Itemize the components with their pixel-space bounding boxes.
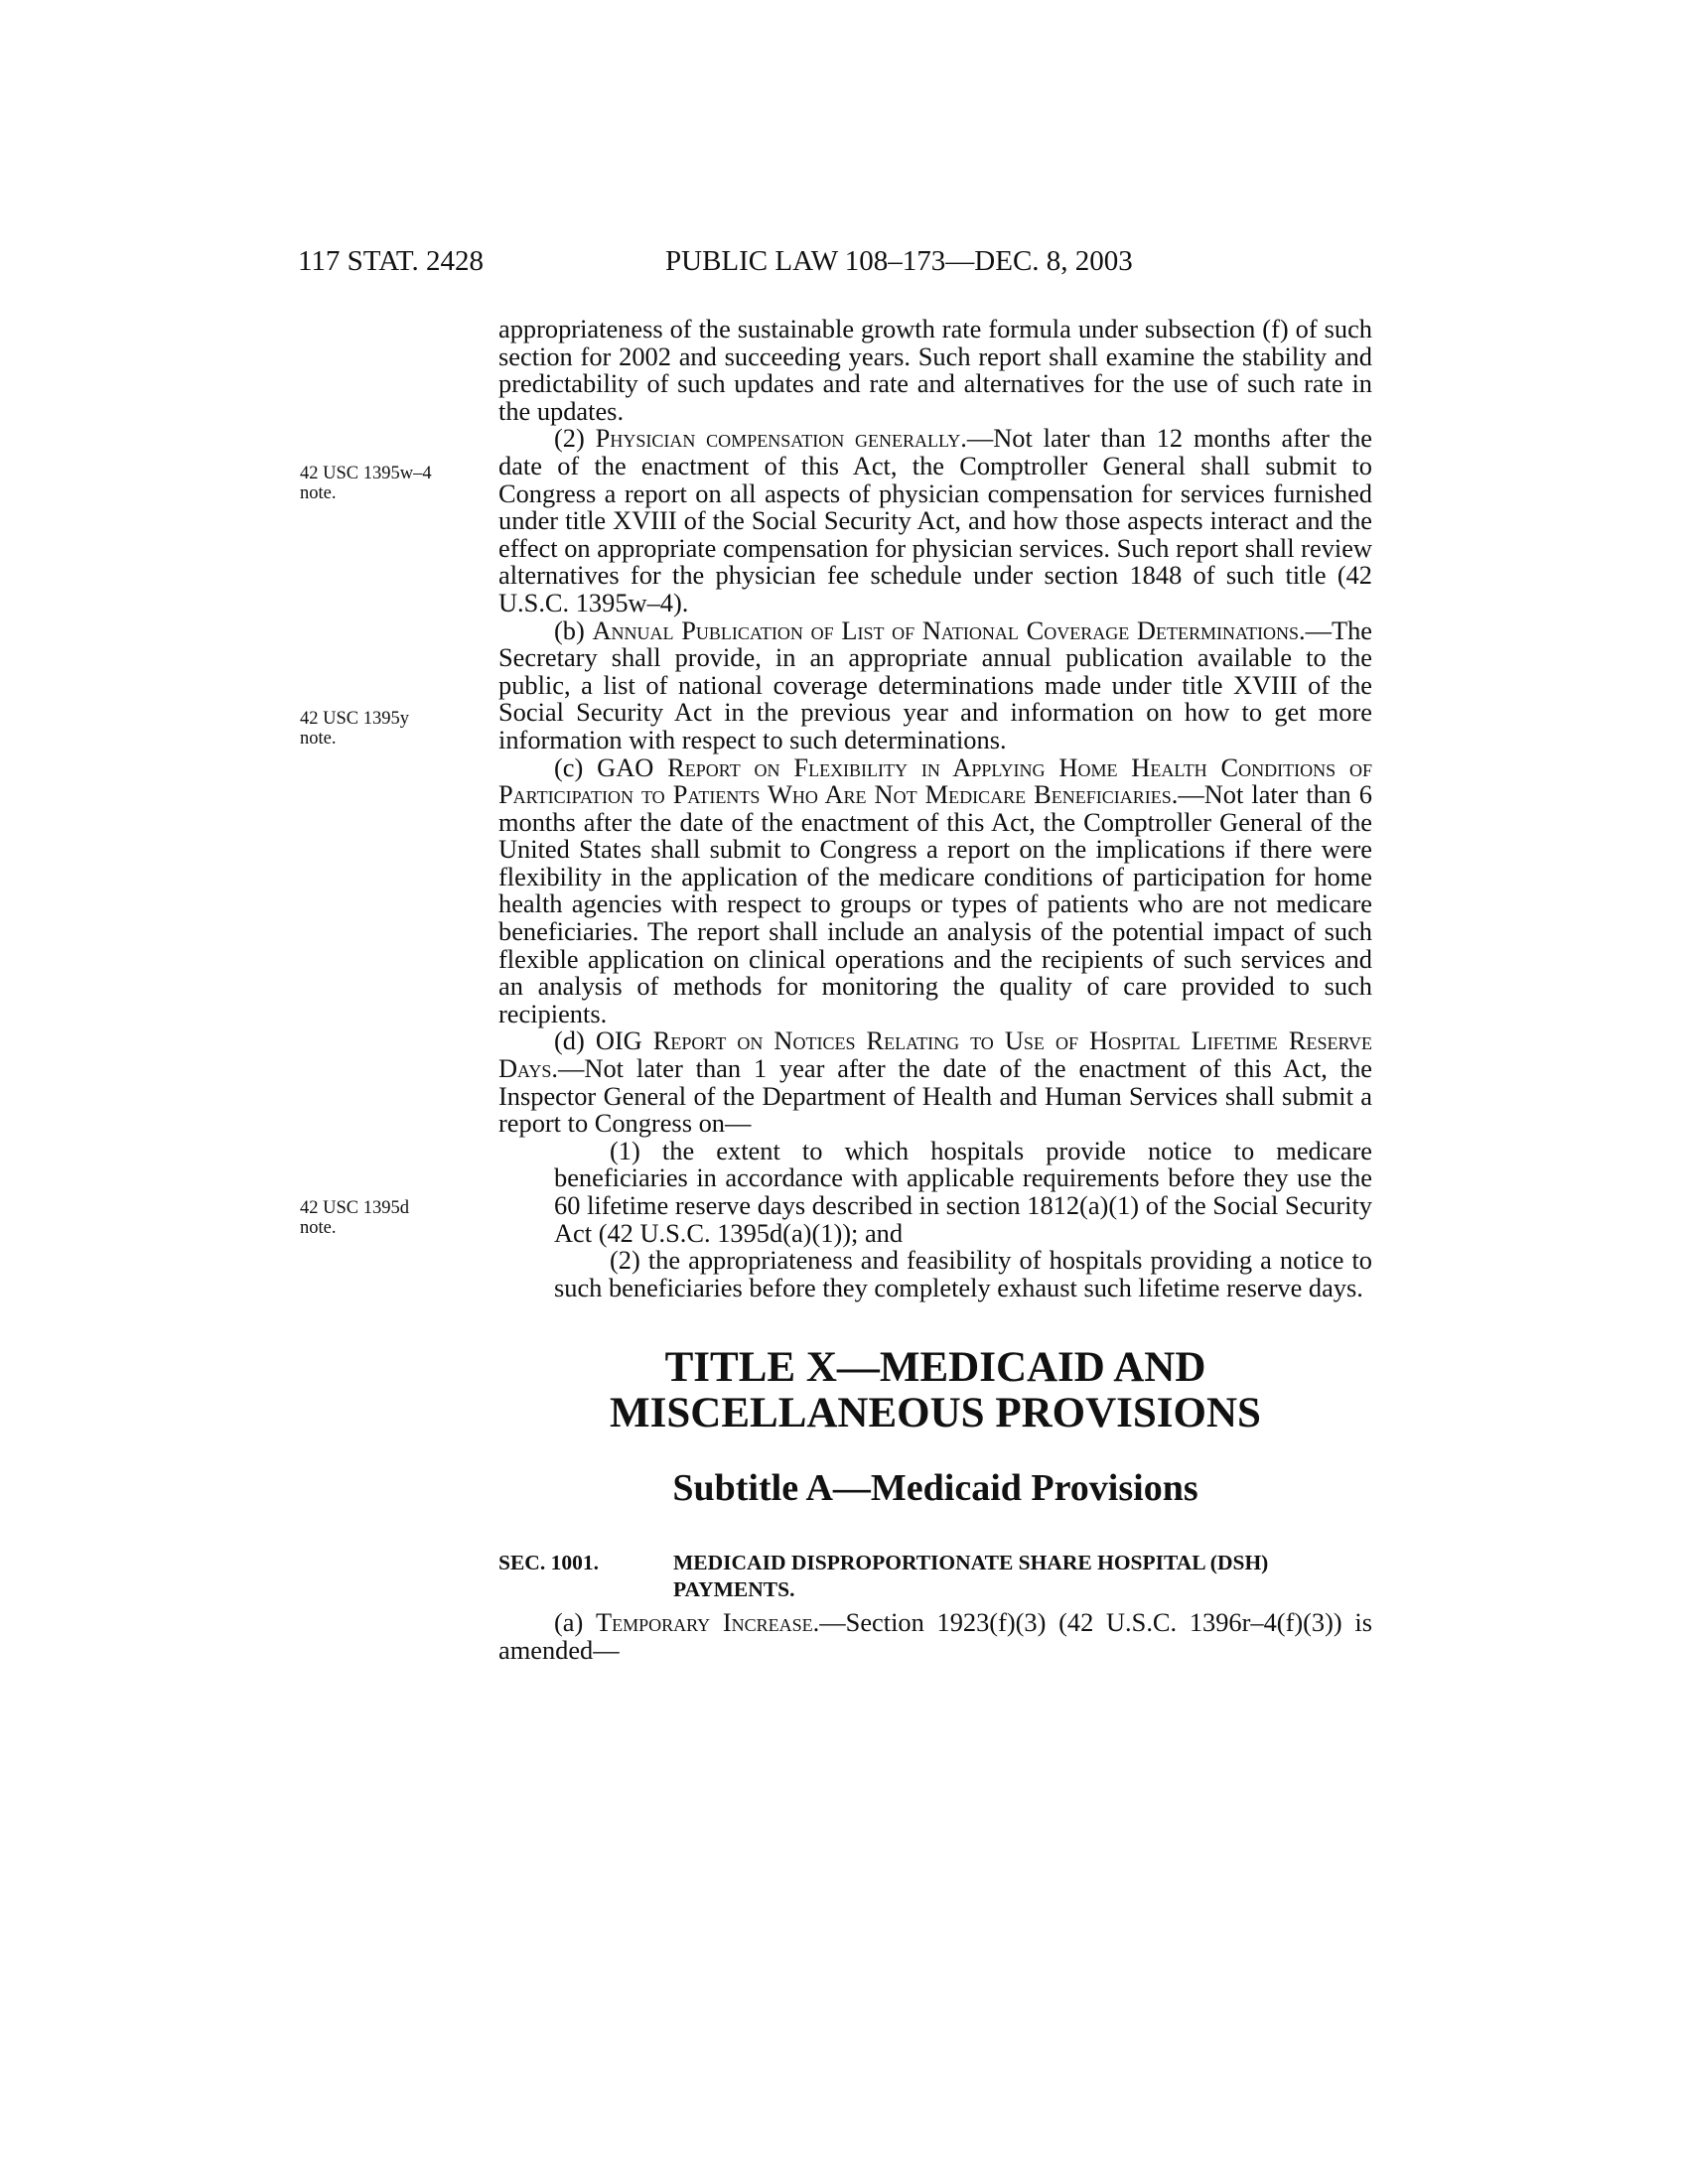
paragraph-annual-publication	[498, 614, 1372, 754]
paragraph-text: .—The Secretary shall provide, in an appropriate annual publication available to the public, a list of national coverage determinations made under title XVIII of the Social Security Act in the previous year and information on how to get more information with respect to such determinations.	[498, 614, 1372, 754]
section-heading	[498, 1550, 1372, 1603]
paragraph-heading: Report on Notices Relating to Use of Hospital Lifetime Reserve Days	[498, 1025, 1373, 1084]
margin-note	[300, 709, 479, 749]
stat-page-number: 117 STAT. 2428	[298, 245, 484, 277]
section-number: SEC. 1001.	[498, 1551, 599, 1575]
subtitle-heading: Subtitle A—Medicaid Provisions	[672, 1467, 1198, 1510]
paragraph-label: (d) OIG	[554, 1025, 653, 1056]
paragraph-text: .—Not later than 1 year after the date of the enactment of this Act, the Inspector General of the Department of Health and Human Services shall submit a report to Congress on—	[498, 1053, 1372, 1139]
paragraph-oig-report	[498, 1027, 1372, 1137]
paragraph-text: .—Not later than 12 months after the date of the enactment of this Act, the Comptroller General shall submit to Congress a report on all aspects of physician compensation for services furnished under title XVIII of the Social Security Act, and how those aspects interact and the effect on appropriate compensation for physician services. Such report shall review alternatives for the physician fee schedule under section 1848 of such title (42 U.S.C. 1395w–4).	[498, 423, 1372, 617]
paragraph-heading: Temporary Increase	[596, 1607, 813, 1638]
subparagraph-2: (2) the appropriateness and feasibility of hospitals providing a notice to such beneficiaries before they completely exhaust such lifetime reserve days.	[554, 1245, 1372, 1302]
margin-note	[300, 1198, 479, 1238]
margin-note-citation: 42 USC 1395w–4	[300, 464, 432, 483]
paragraph-label: (b)	[554, 614, 593, 645]
margin-note	[300, 464, 479, 503]
paragraph-label: (2)	[554, 423, 596, 454]
running-head: PUBLIC LAW 108–173—DEC. 8, 2003	[665, 245, 1133, 277]
main-text-column	[498, 316, 1372, 1665]
paragraph-heading: Annual Publication of List of National Coverage Determinations	[592, 614, 1299, 645]
paragraph-heading: Report on Flexibility in Applying Home Health Conditions of Participation to Patients Who Are Not Medicare Beneficiaries	[498, 751, 1372, 810]
paragraph-text: .—Section 1923(f)(3) (42 U.S.C. 1396r–4(f)(3)) is amended—	[498, 1607, 1373, 1665]
paragraph-label: (a)	[554, 1607, 596, 1638]
margin-note-label: note.	[300, 483, 337, 503]
paragraph-gao-report	[498, 751, 1372, 1028]
section-title: MEDICAID DISPROPORTIONATE SHARE HOSPITAL (DSH) PAYMENTS.	[673, 1551, 1269, 1602]
paragraph-text: .—Not later than 6 months after the date of the enactment of this Act, the Comptroller General of the United States shall submit to Congress a report on the implications if there were flexibility in the application of the medicare conditions of participation for home health agencies with respect to groups or types of patients who are not medicare beneficiaries. The report shall include an analysis of the potential impact of such flexible application on clinical operations and the recipients of such services and an analysis of methods for monitoring the quality of care provided to such recipients.	[498, 779, 1372, 1028]
paragraph-continued: appropriateness of the sustainable growth rate formula under subsection (f) of such section for 2002 and succeeding years. Such report shall examine the stability and predictability of such updates and rate and alternatives for the use of such rate in the updates.	[498, 314, 1372, 426]
margin-note-label: note.	[300, 1218, 337, 1238]
subparagraph-1: (1) the extent to which hospitals provide notice to medicare beneficiaries in accordance with applicable requirements before they use the 60 lifetime reserve days described in section 1812(a)(1) of the Social Security Act (42 U.S.C. 1395d(a)(1)); and	[554, 1135, 1372, 1248]
title-heading: TITLE X—MEDICAID AND MISCELLANEOUS PROVISIONS	[610, 1344, 1261, 1437]
paragraph-temporary-increase	[498, 1609, 1372, 1664]
paragraph-label: (c) GAO	[554, 751, 668, 782]
page-header	[298, 245, 1380, 285]
paragraph-physician-compensation	[498, 425, 1372, 616]
margin-note-label: note.	[300, 729, 337, 749]
margin-note-citation: 42 USC 1395d	[300, 1198, 409, 1218]
paragraph-heading: Physician compensation generally	[595, 423, 961, 454]
margin-note-citation: 42 USC 1395y	[300, 709, 409, 729]
